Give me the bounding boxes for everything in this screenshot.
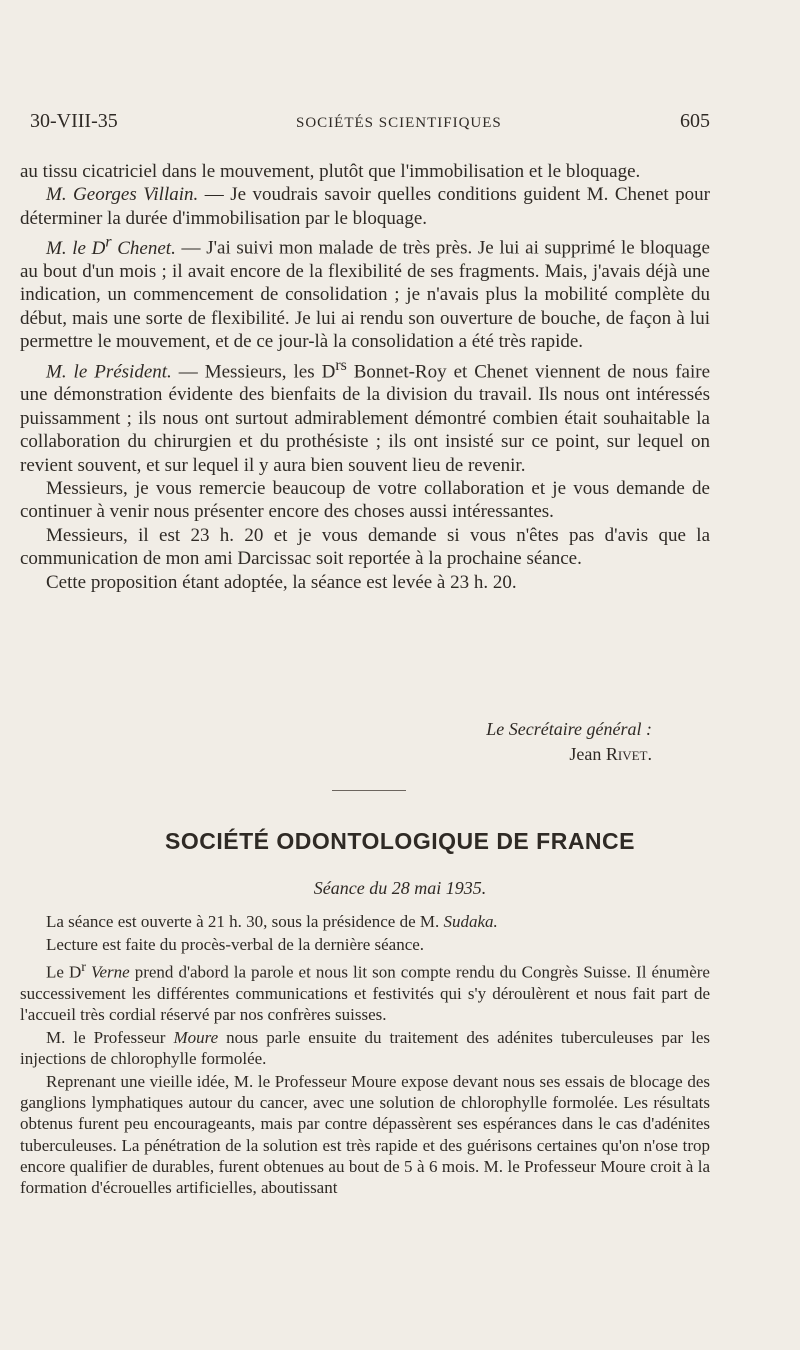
session-report-text [20, 911, 710, 1200]
paragraph: Le $D^r$ Verne prend d'abord la parole et nous lit son compte rendu du Congrès Suisse. Il énumère successivement les différentes communications et festivités qui s'y déroulèrent et nous fait part de l'accueil très cordial réservé par nos confrères suisses. [20, 958, 710, 1024]
paragraph: Cette proposition étant adoptée, la séance est levée à 23 h. 20. [46, 571, 517, 593]
section-heading: SOCIÉTÉ ODONTOLOGIQUE DE FRANCE [165, 828, 635, 854]
paragraph: M. Georges Villain. — Je voudrais savoir quelles conditions guident M. Chenet pour déterminer la durée d'immobilisation par le bloquage. [20, 184, 710, 229]
section-divider [332, 790, 406, 791]
paragraph: M. le Professeur Moure nous parle ensuite du traitement des adénites tuberculeuses par les injections de chlorophylle formolée. [20, 1027, 710, 1068]
header-section-title: SOCIÉTÉS SCIENTIFIQUES [295, 115, 502, 131]
paragraph: au tissu cicatriciel dans le mouvement, plutôt que l'immobilisation et le bloquage. [20, 161, 641, 182]
paragraph: M. le Président. — Messieurs, les $D^{rs}$ Bonnet-Roy et Chenet viennent de nous faire une démonstration évidente des bienfaits de la division du travail. Ils nous ont intéressés puissamment ; ils nous ont surtout admirablement démontré combien était souhaitable la collaboration du chirurgien et du prothésiste ; ils ont insisté sur ce point, sur lequel on revient souvent, et sur lequel il y aura bien souvent lieu de revenir. [20, 356, 710, 476]
signature-title: Le Secrétaire général : [486, 719, 652, 739]
paragraph: La séance est ouverte à 21 h. 30, sous la présidence de M. Sudaka. [46, 912, 498, 931]
speaker: M. le Président. [46, 360, 172, 382]
header-date: 30-VIII-35 [30, 110, 118, 132]
running-head [30, 110, 710, 140]
signature-name: Jean Rivet. [569, 744, 652, 764]
speaker: M. Georges Villain. [46, 184, 199, 206]
discussion-text [20, 160, 710, 594]
signature-block [486, 717, 652, 767]
page-number: 605 [679, 110, 710, 132]
paragraph: Messieurs, je vous remercie beaucoup de votre collaboration et je vous demande de continuer à venir nous présenter encore des choses aussi intéressantes. [20, 477, 710, 523]
paragraph: M. le $D^r$ Chenet. — J'ai suivi mon malade de très près. Je lui ai supprimé le bloquage au bout d'un mois ; il avait encore de la flexibilité de ses fragments. Mais, j'avais déjà une indication, un commencement de consolidation ; je n'avais plus la mobilité complète du début, mais une sorte de flexibilité. Je lui ai rendu son ouverture de bouche, de façon à lui permettre le mouvement, et de ce jour-là la consolidation a été très rapide. [20, 233, 710, 353]
session-date: Séance du 28 mai 1935. [313, 878, 487, 898]
paragraph: Messieurs, il est 23 h. 20 et je vous demande si vous n'êtes pas d'avis que la communication de mon ami Darcissac soit reportée à la prochaine séance. [20, 524, 710, 570]
speaker: M. le $D^r$ Chenet. [46, 233, 176, 259]
paragraph: Reprenant une vieille idée, M. le Professeur Moure expose devant nous ses essais de blocage des ganglions lymphatiques autour du cancer, avec une solution de chlorophylle formolée. Les résultats obtenus furent peu encourageants, mais par contre dépassèrent ses espérances dans le cas d'adénites tuberculeuses. La pénétration de la solution est très rapide et des guérisons certaines qu'on n'ose trop encore qualifier de durables, furent obtenues au bout de 5 à 6 mois. M. le Professeur Moure croit à la formation d'écrouelles artificielles, aboutissant [20, 1071, 710, 1198]
paragraph: Lecture est faite du procès-verbal de la dernière séance. [46, 934, 425, 954]
